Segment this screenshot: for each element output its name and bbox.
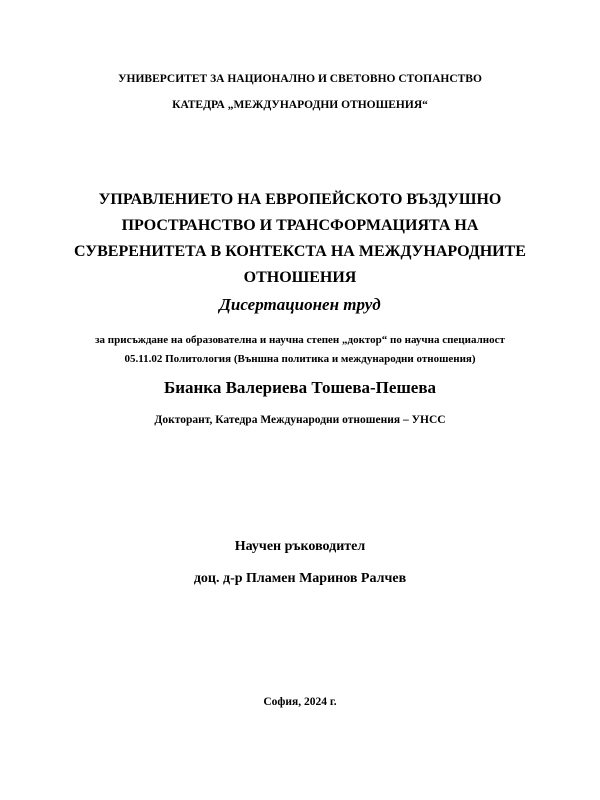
place-and-date: София, 2024 г. xyxy=(263,696,337,708)
degree-purpose-line-1: за присъждане на образователна и научна степен „доктор“ по научна специалност xyxy=(95,334,505,346)
university-name: УНИВЕРСИТЕТ ЗА НАЦИОНАЛНО И СВЕТОВНО СТОПАНСТВО xyxy=(118,73,482,85)
title-line: УПРАВЛЕНИЕТО НА ЕВРОПЕЙСКОТО ВЪЗДУШНО xyxy=(98,191,502,208)
department-name: КАТЕДРА „МЕЖДУНАРОДНИ ОТНОШЕНИЯ“ xyxy=(172,99,428,111)
supervisor-label: Научен ръководител xyxy=(234,539,366,554)
author-affiliation: Докторант, Катедра Международни отношения – УНСС xyxy=(154,414,446,426)
title-line: СУВЕРЕНИТЕТА В КОНТЕКСТА НА МЕЖДУНАРОДНИТЕ xyxy=(74,243,526,260)
title-line: ОТНОШЕНИЯ xyxy=(243,269,357,286)
dissertation-title xyxy=(0,187,600,291)
document-type: Дисертационен труд xyxy=(219,295,381,314)
supervisor-name: доц. д-р Пламен Маринов Ралчев xyxy=(193,571,407,586)
degree-purpose-line-2: 05.11.02 Политология (Външна политика и международни отношения) xyxy=(124,353,476,365)
title-line: ПРОСТРАНСТВО И ТРАНСФОРМАЦИЯТА НА xyxy=(121,217,479,234)
author-name: Бианка Валериева Тошева-Пешева xyxy=(163,378,437,397)
